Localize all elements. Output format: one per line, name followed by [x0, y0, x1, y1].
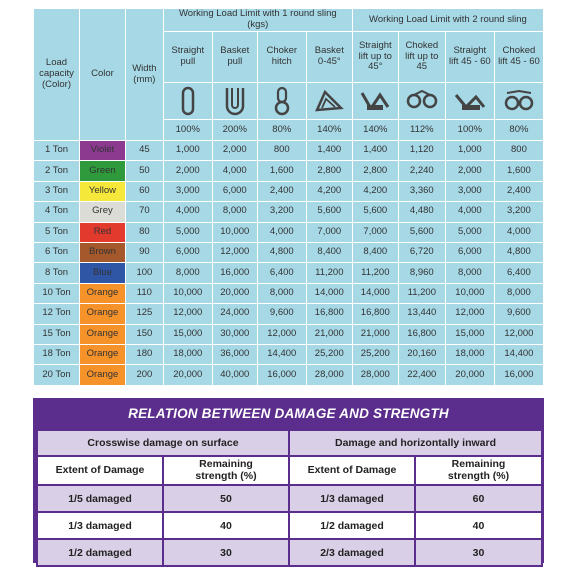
load-limit-cell: 6,400 — [257, 263, 306, 283]
load-limit-cell: 14,400 — [494, 344, 543, 364]
load-limit-cell: 4,200 — [352, 181, 398, 201]
load-limit-cell: 6,000 — [445, 242, 494, 262]
load-limit-cell: 5,600 — [306, 202, 352, 222]
load-limit-cell: 16,000 — [212, 263, 257, 283]
column-header-label: Straight lift up to 45° — [352, 32, 398, 83]
column-header-label: Choked lift up to 45 — [398, 32, 445, 83]
width-cell: 70 — [125, 202, 163, 222]
load-limit-cell: 20,000 — [445, 365, 494, 385]
load-limit-cell: 7,000 — [352, 222, 398, 242]
load-limit-cell: 4,000 — [212, 161, 257, 181]
one-sling-group-header: Working Load Limit with 1 round sling (kgs) — [163, 9, 352, 32]
load-limit-cell: 7,000 — [306, 222, 352, 242]
width-cell: 80 — [125, 222, 163, 242]
load-capacity-cell: 6 Ton — [34, 242, 80, 262]
load-limit-cell: 22,400 — [398, 365, 445, 385]
load-limit-cell: 1,400 — [352, 141, 398, 161]
load-limit-cell: 18,000 — [163, 344, 212, 364]
straight-pull-sling-icon — [163, 83, 212, 120]
column-header-label: Basket pull — [212, 32, 257, 83]
load-limit-cell: 2,000 — [212, 141, 257, 161]
left-extent-cell: 1/2 damaged — [37, 539, 163, 566]
color-swatch-cell: Blue — [79, 263, 125, 283]
load-limit-cell: 1,120 — [398, 141, 445, 161]
table-row — [34, 181, 544, 201]
load-capacity-header: Load capacity (Color) — [34, 9, 80, 141]
load-limit-cell: 14,400 — [257, 344, 306, 364]
load-limit-cell: 6,720 — [398, 242, 445, 262]
load-limit-cell: 4,000 — [257, 222, 306, 242]
load-limit-cell: 2,800 — [352, 161, 398, 181]
width-cell: 100 — [125, 263, 163, 283]
color-swatch-cell: Green — [79, 161, 125, 181]
load-limit-cell: 800 — [494, 141, 543, 161]
horizontal-damage-header: Damage and horizontally inward — [289, 430, 542, 456]
load-capacity-cell: 1 Ton — [34, 141, 80, 161]
working-load-limit-section — [33, 8, 544, 386]
load-limit-cell: 20,160 — [398, 344, 445, 364]
load-limit-cell: 16,800 — [306, 304, 352, 324]
color-swatch-cell: Orange — [79, 283, 125, 303]
load-limit-cell: 30,000 — [212, 324, 257, 344]
load-limit-cell: 1,000 — [445, 141, 494, 161]
basket-angle-sling-icon — [306, 83, 352, 120]
load-limit-cell: 25,200 — [352, 344, 398, 364]
load-limit-cell: 8,400 — [306, 242, 352, 262]
load-capacity-cell: 20 Ton — [34, 365, 80, 385]
load-limit-cell: 16,800 — [398, 324, 445, 344]
column-load-factor: 80% — [494, 120, 543, 141]
left-strength-cell: 50 — [163, 485, 289, 512]
left-remaining-header: Remaining strength (%) — [163, 456, 289, 485]
two-sling-choked-lift-icon — [398, 83, 445, 120]
load-limit-cell: 16,800 — [352, 304, 398, 324]
table-row — [34, 222, 544, 242]
load-limit-cell: 13,440 — [398, 304, 445, 324]
color-swatch-cell: Violet — [79, 141, 125, 161]
load-limit-cell: 1,600 — [494, 161, 543, 181]
table-row — [34, 304, 544, 324]
load-limit-cell: 4,800 — [494, 242, 543, 262]
load-limit-cell: 6,400 — [494, 263, 543, 283]
load-limit-cell: 3,360 — [398, 181, 445, 201]
load-limit-cell: 25,200 — [306, 344, 352, 364]
load-limit-cell: 2,800 — [306, 161, 352, 181]
load-limit-cell: 3,200 — [257, 202, 306, 222]
load-limit-cell: 2,000 — [163, 161, 212, 181]
load-limit-cell: 12,000 — [257, 324, 306, 344]
load-limit-cell: 3,000 — [163, 181, 212, 201]
right-extent-cell: 2/3 damaged — [289, 539, 415, 566]
load-limit-cell: 1,400 — [306, 141, 352, 161]
load-limit-cell: 10,000 — [445, 283, 494, 303]
load-limit-cell: 16,000 — [494, 365, 543, 385]
load-limit-cell: 21,000 — [352, 324, 398, 344]
load-capacity-cell: 3 Ton — [34, 181, 80, 201]
load-limit-cell: 40,000 — [212, 365, 257, 385]
load-capacity-cell: 4 Ton — [34, 202, 80, 222]
column-header-label: Choker hitch — [257, 32, 306, 83]
basket-pull-sling-icon — [212, 83, 257, 120]
load-limit-cell: 21,000 — [306, 324, 352, 344]
column-header-label: Basket 0-45° — [306, 32, 352, 83]
load-limit-cell: 12,000 — [445, 304, 494, 324]
load-limit-cell: 6,000 — [212, 181, 257, 201]
choker-hitch-sling-icon — [257, 83, 306, 120]
column-load-factor: 140% — [306, 120, 352, 141]
load-limit-cell: 10,000 — [212, 222, 257, 242]
load-limit-cell: 3,200 — [494, 202, 543, 222]
column-load-factor: 112% — [398, 120, 445, 141]
load-capacity-cell: 12 Ton — [34, 304, 80, 324]
load-capacity-cell: 2 Ton — [34, 161, 80, 181]
load-limit-cell: 2,000 — [445, 161, 494, 181]
load-limit-cell: 11,200 — [306, 263, 352, 283]
two-sling-group-header: Working Load Limit with 2 round sling — [352, 9, 543, 32]
load-limit-cell: 5,000 — [445, 222, 494, 242]
color-swatch-cell: Orange — [79, 344, 125, 364]
right-strength-cell: 40 — [415, 512, 542, 539]
left-extent-header: Extent of Damage — [37, 456, 163, 485]
load-limit-cell: 4,480 — [398, 202, 445, 222]
load-limit-cell: 28,000 — [306, 365, 352, 385]
load-limit-cell: 4,200 — [306, 181, 352, 201]
table-row — [34, 324, 544, 344]
right-extent-cell: 1/2 damaged — [289, 512, 415, 539]
table-row — [34, 141, 544, 161]
load-limit-cell: 12,000 — [163, 304, 212, 324]
column-load-factor: 100% — [163, 120, 212, 141]
load-capacity-cell: 15 Ton — [34, 324, 80, 344]
color-swatch-cell: Grey — [79, 202, 125, 222]
load-limit-cell: 2,400 — [494, 181, 543, 201]
load-capacity-cell: 10 Ton — [34, 283, 80, 303]
width-cell: 150 — [125, 324, 163, 344]
table-row — [34, 242, 544, 262]
column-load-factor: 200% — [212, 120, 257, 141]
left-strength-cell: 30 — [163, 539, 289, 566]
load-limit-cell: 8,400 — [352, 242, 398, 262]
load-limit-cell: 20,000 — [163, 365, 212, 385]
width-header: Width (mm) — [125, 9, 163, 141]
load-limit-cell: 1,600 — [257, 161, 306, 181]
load-limit-cell: 5,600 — [352, 202, 398, 222]
load-limit-cell: 12,000 — [494, 324, 543, 344]
load-limit-cell: 4,000 — [494, 222, 543, 242]
load-limit-cell: 14,000 — [352, 283, 398, 303]
load-limit-cell: 5,600 — [398, 222, 445, 242]
left-extent-cell: 1/5 damaged — [37, 485, 163, 512]
color-swatch-cell: Orange — [79, 324, 125, 344]
damage-strength-title: RELATION BETWEEN DAMAGE AND STRENGTH — [128, 406, 449, 421]
right-strength-cell: 60 — [415, 485, 542, 512]
color-swatch-cell: Orange — [79, 304, 125, 324]
two-sling-straight-lift-icon — [352, 83, 398, 120]
load-limit-cell: 2,240 — [398, 161, 445, 181]
damage-row — [37, 485, 542, 512]
crosswise-damage-header: Crosswise damage on surface — [37, 430, 289, 456]
color-swatch-cell: Brown — [79, 242, 125, 262]
table-row — [34, 202, 544, 222]
load-limit-cell: 20,000 — [212, 283, 257, 303]
column-header-label: Straight pull — [163, 32, 212, 83]
load-limit-cell: 9,600 — [257, 304, 306, 324]
width-cell: 125 — [125, 304, 163, 324]
load-limit-cell: 4,000 — [445, 202, 494, 222]
load-limit-cell: 2,400 — [257, 181, 306, 201]
width-cell: 110 — [125, 283, 163, 303]
color-swatch-cell: Yellow — [79, 181, 125, 201]
damage-strength-section — [33, 398, 544, 563]
damage-row — [37, 539, 542, 566]
table-row — [34, 344, 544, 364]
width-cell: 180 — [125, 344, 163, 364]
load-limit-cell: 8,000 — [163, 263, 212, 283]
load-limit-cell: 10,000 — [163, 283, 212, 303]
load-limit-cell: 16,000 — [257, 365, 306, 385]
load-limit-cell: 15,000 — [163, 324, 212, 344]
left-strength-cell: 40 — [163, 512, 289, 539]
load-limit-cell: 5,000 — [163, 222, 212, 242]
column-header-label: Choked lift 45 - 60 — [494, 32, 543, 83]
load-limit-cell: 11,200 — [352, 263, 398, 283]
load-limit-cell: 9,600 — [494, 304, 543, 324]
load-limit-cell: 8,000 — [257, 283, 306, 303]
column-load-factor: 140% — [352, 120, 398, 141]
right-extent-cell: 1/3 damaged — [289, 485, 415, 512]
load-limit-cell: 14,000 — [306, 283, 352, 303]
table-row — [34, 283, 544, 303]
damage-row — [37, 512, 542, 539]
width-cell: 50 — [125, 161, 163, 181]
working-load-limit-table — [33, 8, 544, 386]
color-swatch-cell: Orange — [79, 365, 125, 385]
two-sling-straight-lift-wide-icon — [445, 83, 494, 120]
table-row — [34, 365, 544, 385]
column-load-factor: 80% — [257, 120, 306, 141]
load-limit-cell: 4,000 — [163, 202, 212, 222]
width-cell: 60 — [125, 181, 163, 201]
load-limit-cell: 1,000 — [163, 141, 212, 161]
load-limit-cell: 8,000 — [494, 283, 543, 303]
load-limit-cell: 800 — [257, 141, 306, 161]
load-limit-cell: 11,200 — [398, 283, 445, 303]
damage-strength-table — [36, 429, 543, 567]
load-capacity-cell: 8 Ton — [34, 263, 80, 283]
load-limit-cell: 8,000 — [445, 263, 494, 283]
table-row — [34, 161, 544, 181]
load-limit-cell: 12,000 — [212, 242, 257, 262]
column-header-label: Straight lift 45 - 60 — [445, 32, 494, 83]
load-limit-cell: 15,000 — [445, 324, 494, 344]
column-load-factor: 100% — [445, 120, 494, 141]
right-extent-header: Extent of Damage — [289, 456, 415, 485]
color-swatch-cell: Red — [79, 222, 125, 242]
load-limit-cell: 8,000 — [212, 202, 257, 222]
two-sling-choked-lift-wide-icon — [494, 83, 543, 120]
width-cell: 200 — [125, 365, 163, 385]
load-capacity-cell: 5 Ton — [34, 222, 80, 242]
right-strength-cell: 30 — [415, 539, 542, 566]
load-limit-cell: 18,000 — [445, 344, 494, 364]
table-row — [34, 263, 544, 283]
load-capacity-cell: 18 Ton — [34, 344, 80, 364]
load-limit-cell: 8,960 — [398, 263, 445, 283]
width-cell: 90 — [125, 242, 163, 262]
load-limit-cell: 36,000 — [212, 344, 257, 364]
load-limit-cell: 6,000 — [163, 242, 212, 262]
load-limit-cell: 4,800 — [257, 242, 306, 262]
load-limit-cell: 28,000 — [352, 365, 398, 385]
load-limit-cell: 3,000 — [445, 181, 494, 201]
left-extent-cell: 1/3 damaged — [37, 512, 163, 539]
width-cell: 45 — [125, 141, 163, 161]
color-header: Color — [79, 9, 125, 141]
right-remaining-header: Remaining strength (%) — [415, 456, 542, 485]
load-limit-cell: 24,000 — [212, 304, 257, 324]
